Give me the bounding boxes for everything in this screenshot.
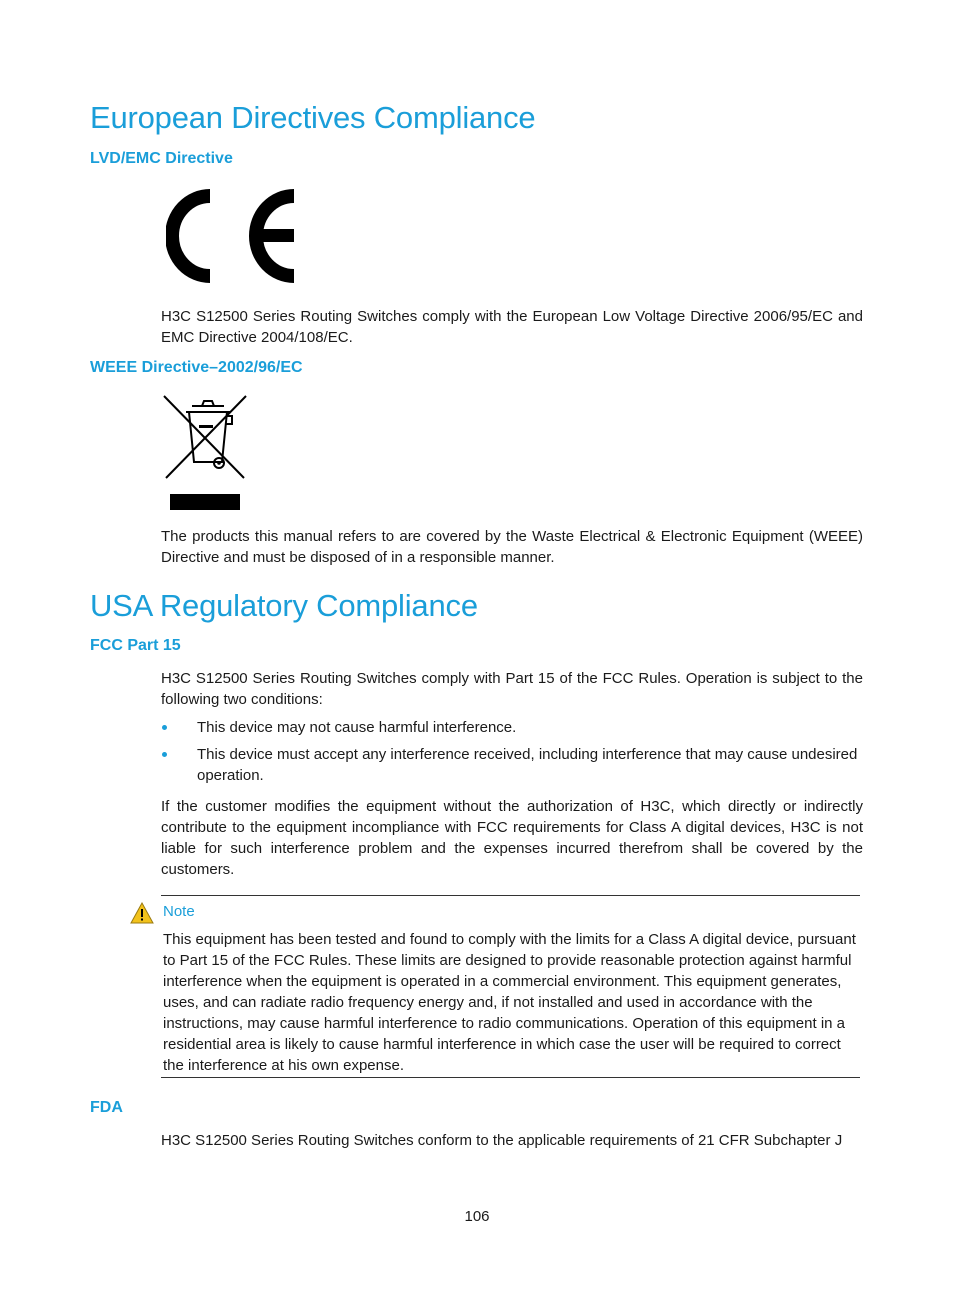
- note-bottom-divider: [161, 1077, 860, 1078]
- list-item: [161, 744, 863, 786]
- note-top-divider: [161, 895, 860, 896]
- heading-fcc-part-15: FCC Part 15: [90, 637, 181, 654]
- heading-lvd-emc-directive: LVD/EMC Directive: [90, 150, 233, 167]
- heading-weee-directive: WEEE Directive–2002/96/EC: [90, 359, 303, 376]
- crossed-out-wheelie-bin-icon: [162, 394, 250, 514]
- page-number: 106: [464, 1208, 490, 1225]
- bullet-icon: [162, 752, 167, 757]
- note-body: This equipment has been tested and found to comply with the limits for a Class A digital device, pursuant to Part 15 of the FCC Rules. These limits are designed to provide reasonable protection against harmful interference when the equipment is operated in a commercial environment. This equipment generates, uses, and can radiate radio frequency energy and, if not installed and used in accordance with the instructions, may cause harmful interference to radio communications. Operation of this equipment in a residential area is likely to cause harmful interference in which case the user will be required to correct the interference at his own expense.: [163, 931, 856, 1074]
- heading-usa-regulatory: USA Regulatory Compliance: [90, 588, 478, 623]
- heading-european-directives: European Directives Compliance: [90, 100, 536, 135]
- weee-paragraph: The products this manual refers to are covered by the Waste Electrical & Electronic Equipment (WEEE) Directive and must be disposed of in a responsible manner.: [161, 528, 863, 566]
- lvd-emc-paragraph: H3C S12500 Series Routing Switches comply with the European Low Voltage Directive 2006/95/EC and EMC Directive 2004/108/EC.: [161, 308, 863, 346]
- fda-paragraph: H3C S12500 Series Routing Switches conform to the applicable requirements of 21 CFR Subchapter J: [161, 1132, 843, 1149]
- warning-triangle-icon: [130, 902, 154, 924]
- list-item: [161, 717, 863, 738]
- heading-fda: FDA: [90, 1099, 123, 1116]
- fcc-intro-paragraph: H3C S12500 Series Routing Switches comply with Part 15 of the FCC Rules. Operation is subject to the following two conditions:: [161, 670, 863, 708]
- fcc-liability-paragraph: If the customer modifies the equipment without the authorization of H3C, which directly or indirectly contribute to the equipment incompliance with FCC requirements for Class A digital devices, H3C is not liable for such interference problem and the expenses incurred therefrom shall be covered by the customers.: [161, 798, 863, 878]
- list-item-text: This device may not cause harmful interference.: [197, 719, 517, 736]
- bullet-icon: [162, 725, 167, 730]
- ce-mark-icon: [166, 186, 304, 288]
- list-item-text: This device must accept any interference received, including interference that may cause undesired operation.: [197, 746, 858, 784]
- fcc-conditions-list: [161, 717, 863, 792]
- note-label: Note: [163, 903, 195, 920]
